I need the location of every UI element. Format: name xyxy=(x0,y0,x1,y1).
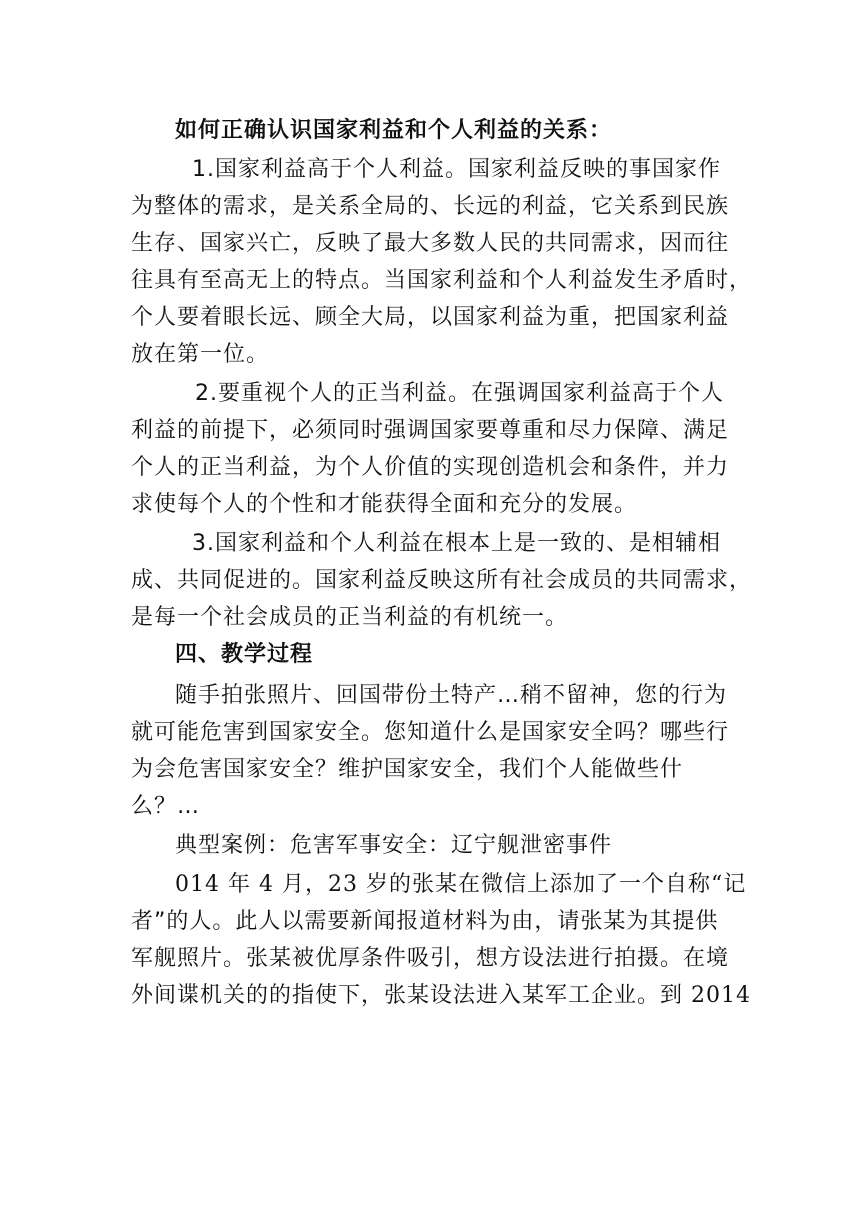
point2-line: 2.要重视个人的正当利益。在强调国家利益高于个人 xyxy=(195,381,724,406)
point3-line: 是每一个社会成员的正当利益的有机统一。 xyxy=(131,605,569,630)
intro-line: 就可能危害到国家安全。您知道什么是国家安全吗？哪些行 xyxy=(131,720,730,745)
point2-line: 求使每个人的个性和才能获得全面和充分的发展。 xyxy=(131,492,638,517)
point1-line: 往具有至高无上的特点。当国家利益和个人利益发生矛盾时， xyxy=(131,268,753,293)
point1-line: 放在第一位。 xyxy=(131,342,270,367)
section-heading: 四、教学过程 xyxy=(175,642,314,667)
point2-line: 利益的前提下，必须同时强调国家要尊重和尽力保障、满足 xyxy=(131,418,730,443)
case-body-line: 014 年 4 月，23 岁的张某在微信上添加了一个自称“记 xyxy=(175,872,747,897)
point3-line: 3.国家利益和个人利益在根本上是一致的、是相辅相 xyxy=(192,531,721,556)
point1-line: 个人要着眼长远、顾全大局，以国家利益为重，把国家利益 xyxy=(131,305,730,330)
section-title: 如何正确认识国家利益和个人利益的关系： xyxy=(175,118,613,143)
point1-line: 为整体的需求，是关系全局的、长远的利益，它关系到民族 xyxy=(131,194,730,219)
point3-line: 成、共同促进的。国家利益反映这所有社会成员的共同需求， xyxy=(131,568,753,593)
case-body-line: 军舰照片。张某被优厚条件吸引，想方设法进行拍摄。在境 xyxy=(131,946,730,971)
case-title: 典型案例：危害军事安全：辽宁舰泄密事件 xyxy=(175,833,613,858)
intro-line: 为会危害国家安全？维护国家安全，我们个人能做些什 xyxy=(131,757,684,782)
intro-line: 么？… xyxy=(131,794,201,819)
intro-line: 随手拍张照片、回国带份土特产…稍不留神，您的行为 xyxy=(175,683,728,708)
case-body-line: 外间谍机关的的指使下，张某设法进入某军工企业。到 2014 xyxy=(131,983,751,1008)
case-body-line: 者”的人。此人以需要新闻报道材料为由，请张某为其提供 xyxy=(131,909,719,934)
point1-line: 1.国家利益高于个人利益。国家利益反映的事国家作 xyxy=(192,157,721,182)
point1-line: 生存、国家兴亡，反映了最大多数人民的共同需求，因而往 xyxy=(131,231,730,256)
point2-line: 个人的正当利益，为个人价值的实现创造机会和条件，并力 xyxy=(131,455,730,480)
